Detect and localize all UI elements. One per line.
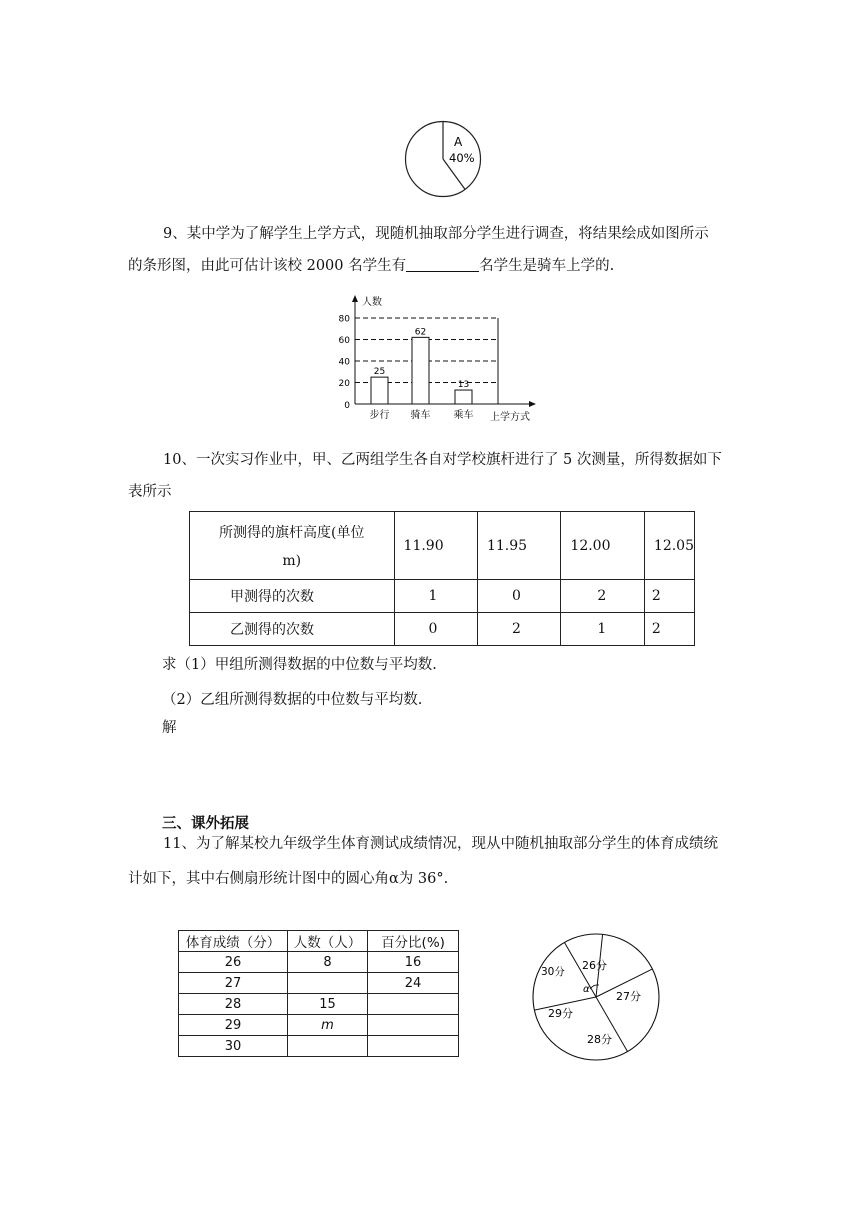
bar-chart-ytick-40: 40	[338, 357, 350, 368]
q11-header-score: 体育成绩（分）	[179, 931, 288, 952]
q11-header-count: 人数（人）	[288, 931, 368, 952]
q11-row3-count: 15	[288, 994, 368, 1015]
q10-height-4: 12.05	[644, 512, 694, 580]
q9-blank[interactable]	[406, 254, 479, 272]
q10-yi-cell-1: 0	[394, 613, 477, 646]
q10-line2: 表所示	[128, 484, 172, 500]
q10-jia-cell-3: 2	[561, 580, 644, 613]
q11-row2-percent: 24	[368, 973, 459, 994]
q10-header-label-2: m)	[282, 552, 302, 569]
q11-row3-score: 28	[179, 994, 288, 1015]
q11-table	[178, 930, 459, 1057]
q10-row-yi	[190, 613, 695, 646]
q10-yi-cell-3: 1	[561, 613, 644, 646]
q10-answer: 解	[162, 720, 177, 736]
q11-table-row	[179, 1036, 459, 1057]
q9-line1: 9、某中学为了解学生上学方式，现随机抽取部分学生进行调查，将结果绘成如图所示	[163, 226, 709, 242]
q11-row1-percent: 16	[368, 952, 459, 973]
bar-chart-ytick-60: 60	[338, 336, 350, 346]
bar-chart-ytick-80: 80	[338, 314, 350, 325]
bar-ride-value: 13	[457, 380, 470, 391]
q10-header-label-1: 所测得的旗杆高度(单位	[219, 524, 365, 541]
score-pie-chart	[528, 925, 664, 1070]
score-pie-label-28: 28分	[587, 1033, 612, 1046]
bar-walk-category: 步行	[369, 410, 390, 421]
bar-chart-xlabel: 上学方式	[490, 412, 530, 423]
bar-chart-x-arrow	[529, 401, 536, 407]
bar-chart-ytick-0: 0	[344, 401, 350, 411]
score-pie-label-26: 26分	[582, 959, 607, 972]
bar-ride	[455, 390, 472, 404]
section-3-title: 三、课外拓展	[162, 815, 249, 832]
q11-row5-score: 30	[179, 1036, 288, 1057]
q10-table	[189, 511, 695, 646]
q11-row4-percent	[368, 1015, 459, 1036]
score-pie-label-30: 30分	[541, 966, 565, 978]
top-pie-chart	[400, 120, 490, 200]
top-pie-slice-label: A	[454, 135, 463, 149]
q10-ask1: 求（1）甲组所测得数据的中位数与平均数.	[162, 657, 437, 673]
q11-table-row	[179, 994, 459, 1015]
q10-jia-cell-1: 1	[394, 580, 477, 613]
q10-table-header-row	[190, 512, 695, 580]
q11-row5-count	[288, 1036, 368, 1057]
q11-table-row	[179, 1015, 459, 1036]
bar-walk	[371, 377, 388, 404]
top-pie-slice-percent: 40%	[449, 151, 475, 165]
bar-chart-y-arrow	[352, 295, 358, 302]
q9-line2-start: 的条形图，由此可估计该校 2000 名学生有	[128, 258, 407, 274]
q11-row2-score: 27	[179, 973, 288, 994]
q10-ask2: （2）乙组所测得数据的中位数与平均数.	[162, 692, 423, 708]
q11-table-row	[179, 973, 459, 994]
q10-header-label-cell	[190, 512, 395, 580]
q10-line1: 10、一次实习作业中，甲、乙两组学生各自对学校旗杆进行了 5 次测量，所得数据如下	[163, 452, 722, 468]
bar-walk-value: 25	[373, 367, 386, 378]
bar-chart-ylabel: 人数	[362, 297, 382, 308]
q11-row1-count: 8	[288, 952, 368, 973]
q11-row1-score: 26	[179, 952, 288, 973]
q10-row-yi-label: 乙测得的次数	[190, 613, 395, 646]
q11-row2-count	[288, 973, 368, 994]
score-pie-label-27: 27分	[616, 990, 641, 1003]
q10-jia-cell-4: 2	[644, 580, 694, 613]
q10-row-jia-label: 甲测得的次数	[190, 580, 395, 613]
q11-table-row	[179, 952, 459, 973]
q11-row4-score: 29	[179, 1015, 288, 1036]
q10-jia-cell-2: 0	[477, 580, 560, 613]
q10-height-2: 11.95	[477, 512, 560, 580]
q11-line2: 计如下，其中右侧扇形统计图中的圆心角α为 36°.	[128, 871, 449, 887]
alpha-angle-label: α	[583, 984, 590, 995]
q9-line2-end: 名学生是骑车上学的.	[479, 258, 615, 274]
q9-line2	[128, 251, 614, 282]
q11-row5-percent	[368, 1036, 459, 1057]
q10-row-jia	[190, 580, 695, 613]
q10-height-3: 12.00	[561, 512, 644, 580]
score-pie-label-29: 29分	[548, 1007, 573, 1020]
bar-bike-category: 骑车	[410, 410, 431, 421]
q11-row3-percent	[368, 994, 459, 1015]
q11-line1: 11、为了解某校九年级学生体育测试成绩情况，现从中随机抽取部分学生的体育成绩统	[163, 836, 718, 852]
bar-ride-category: 乘车	[453, 410, 474, 421]
q11-row4-count: m	[288, 1015, 368, 1036]
q11-header-percent: 百分比(%)	[368, 931, 459, 952]
bar-bike	[412, 337, 429, 404]
q11-table-header-row	[179, 931, 459, 952]
bar-chart-ytick-20: 20	[338, 379, 350, 389]
bar-bike-value: 62	[414, 327, 427, 338]
q10-yi-cell-4: 2	[644, 613, 694, 646]
q10-height-1: 11.90	[394, 512, 477, 580]
q10-yi-cell-2: 2	[477, 613, 560, 646]
bar-chart	[330, 292, 545, 428]
